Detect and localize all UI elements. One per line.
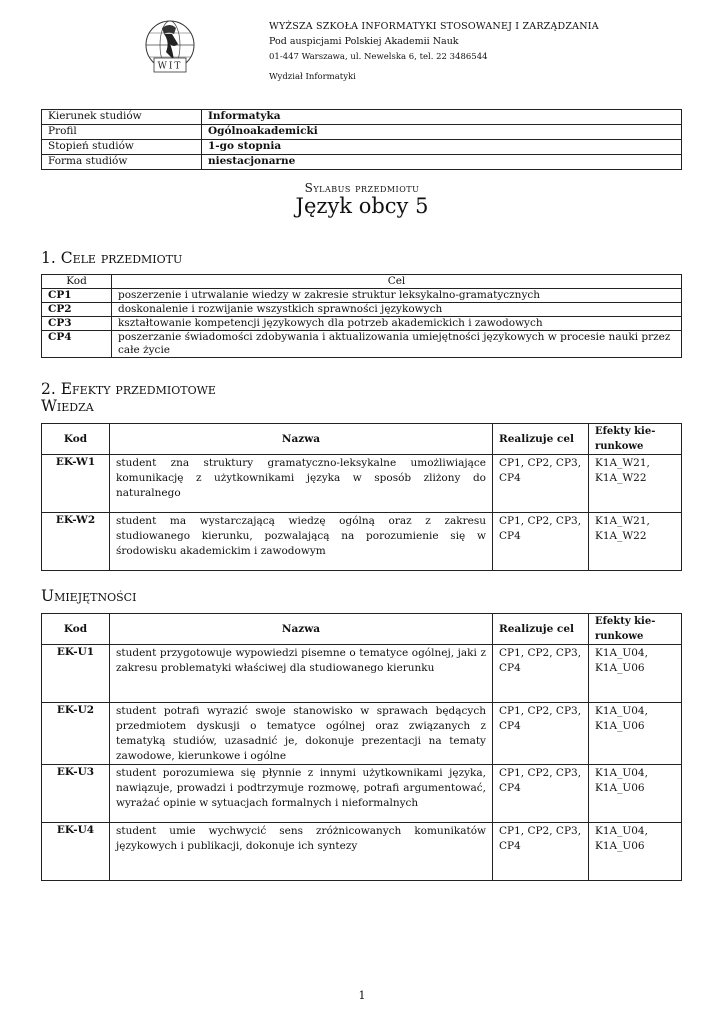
page-number: 1 — [358, 989, 366, 1002]
effect-program-effects: K1A_W21, K1A_W22 — [589, 513, 682, 571]
table-row — [42, 331, 682, 358]
effect-goals: CP1, CP2, CP3, CP4 — [493, 823, 589, 881]
logo-text: WIT — [157, 61, 183, 72]
info-value: Informatyka — [202, 110, 682, 125]
skills-effects-table — [41, 613, 682, 881]
effect-goals: CP1, CP2, CP3, CP4 — [493, 513, 589, 571]
table-row — [42, 513, 682, 571]
column-header-effects: Efekty kie-runkowe — [589, 614, 682, 645]
info-label: Profil — [42, 125, 202, 140]
info-label: Stopień studiów — [42, 140, 202, 155]
effect-code: EK-U3 — [42, 765, 110, 823]
column-header-code: Kod — [42, 424, 110, 455]
school-patronage: Pod auspicjami Polskiej Akademii Nauk — [269, 36, 459, 47]
column-header-name: Nazwa — [110, 424, 493, 455]
info-label: Kierunek studiów — [42, 110, 202, 125]
column-header-effects: Efekty kie-runkowe — [589, 424, 682, 455]
effect-name: student porozumiewa się płynnie z innymi użytkownikami języka, nawiązuje, prowadzi i podtrzymuje rozmowę, potrafi argumentować, wyrażać opinie w sytuacjach formalnych i nieformalnych — [110, 765, 493, 823]
table-row — [42, 317, 682, 331]
info-value: Ogólnoakademicki — [202, 125, 682, 140]
effect-program-effects: K1A_U04, K1A_U06 — [589, 765, 682, 823]
school-logo-icon — [140, 14, 260, 80]
effect-program-effects: K1A_W21, K1A_W22 — [589, 455, 682, 513]
effect-code: EK-W2 — [42, 513, 110, 571]
effect-code: EK-U4 — [42, 823, 110, 881]
effect-name: student ma wystarczającą wiedzę ogólną oraz z zakresu studiowanego kierunku, pozwalającą na porozumienie się w środowisku akademickim i zawodowym — [110, 513, 493, 571]
info-row — [42, 155, 682, 170]
effect-goals: CP1, CP2, CP3, CP4 — [493, 765, 589, 823]
info-row — [42, 110, 682, 125]
effect-program-effects: K1A_U04, K1A_U06 — [589, 823, 682, 881]
section-heading-goals: 1. Cele przedmiotu — [41, 249, 183, 267]
effect-program-effects: K1A_U04, K1A_U06 — [589, 645, 682, 703]
effect-name: student potrafi wyrazić swoje stanowisko w sprawach będących przedmiotem dyskusji o tematyce ogólnej oraz związanych z tematyką studiów, uzasadnić je, dokonuje prezentacji na tematy zawodowe, kierunkowe i ogólne — [110, 703, 493, 765]
program-info-table — [41, 109, 682, 170]
knowledge-effects-table — [41, 423, 682, 571]
goal-text: poszerzenie i utrwalanie wiedzy w zakresie struktur leksykalno-gramatycznych — [112, 289, 682, 303]
table-row — [42, 303, 682, 317]
goals-table — [41, 274, 682, 358]
column-header-realizes: Realizuje cel — [493, 424, 589, 455]
table-row — [42, 455, 682, 513]
school-name: WYŻSZA SZKOŁA INFORMATYKI STOSOWANEJ I ZARZĄDZANIA — [269, 21, 599, 32]
goal-text: doskonalenie i rozwijanie wszystkich sprawności językowych — [112, 303, 682, 317]
subsection-heading-knowledge: Wiedza — [41, 397, 94, 415]
school-address: 01-447 Warszawa, ul. Newelska 6, tel. 22 3486544 — [269, 52, 488, 62]
column-header-name: Nazwa — [110, 614, 493, 645]
effect-name: student przygotowuje wypowiedzi pisemne o tematyce ogólnej, jaki z zakresu problematyki właściwej dla studiowanego kierunku — [110, 645, 493, 703]
goal-code: CP1 — [42, 289, 112, 303]
goal-code: CP2 — [42, 303, 112, 317]
column-header-realizes: Realizuje cel — [493, 614, 589, 645]
column-header-code: Kod — [42, 275, 112, 289]
info-value: 1-go stopnia — [202, 140, 682, 155]
subsection-heading-skills: Umiejętności — [41, 587, 137, 605]
table-row — [42, 823, 682, 881]
info-row — [42, 125, 682, 140]
table-header-row — [42, 424, 682, 455]
info-value: niestacjonarne — [202, 155, 682, 170]
goal-text: kształtowanie kompetencji językowych dla potrzeb akademickich i zawodowych — [112, 317, 682, 331]
effect-goals: CP1, CP2, CP3, CP4 — [493, 703, 589, 765]
effect-code: EK-U1 — [42, 645, 110, 703]
goal-text: poszerzanie świadomości zdobywania i aktualizowania umiejętności językowych w procesie nauki przez całe życie — [112, 331, 682, 358]
faculty-name: Wydział Informatyki — [269, 72, 356, 82]
effect-name: student zna struktury gramatyczno-leksykalne umożliwiające komunikację z użytkownikami języka w sposób zliżony do naturalnego — [110, 455, 493, 513]
effect-goals: CP1, CP2, CP3, CP4 — [493, 455, 589, 513]
effect-code: EK-U2 — [42, 703, 110, 765]
section-heading-effects: 2. Efekty przedmiotowe — [41, 380, 216, 398]
effect-program-effects: K1A_U04, K1A_U06 — [589, 703, 682, 765]
table-header-row — [42, 275, 682, 289]
info-label: Forma studiów — [42, 155, 202, 170]
table-row — [42, 289, 682, 303]
table-row — [42, 645, 682, 703]
effect-name: student umie wychwycić sens zróżnicowanych komunikatów językowych i publikacji, dokonuje ich syntezy — [110, 823, 493, 881]
table-row — [42, 765, 682, 823]
info-row — [42, 140, 682, 155]
course-title: Język obcy 5 — [295, 194, 429, 218]
goal-code: CP3 — [42, 317, 112, 331]
effect-goals: CP1, CP2, CP3, CP4 — [493, 645, 589, 703]
table-row — [42, 703, 682, 765]
column-header-goal: Cel — [112, 275, 682, 289]
goal-code: CP4 — [42, 331, 112, 358]
effect-code: EK-W1 — [42, 455, 110, 513]
syllabus-label: Sylabus przedmiotu — [304, 181, 420, 195]
column-header-code: Kod — [42, 614, 110, 645]
table-header-row — [42, 614, 682, 645]
